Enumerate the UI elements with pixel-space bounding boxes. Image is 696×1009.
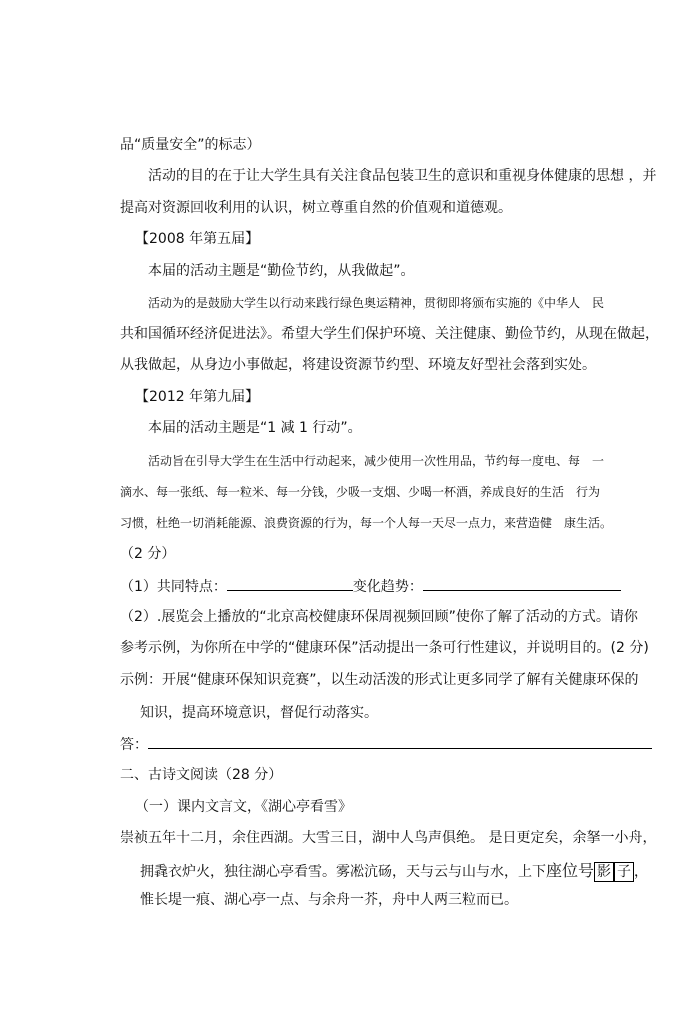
section-heading-2008: 【2008 年第五届】 (135, 231, 260, 247)
answer-row (120, 734, 652, 755)
text-line: 本届的活动主题是“勤俭节约，从我做起”。 (148, 263, 415, 279)
score-note: （2 分） (120, 546, 176, 562)
text-line: 从我做起，从身边小事做起，将建设资源节约型、环境友好型社会落到实处。 (120, 357, 596, 373)
answer-label: 答： (120, 737, 148, 753)
seat-number-label: 座位号 (546, 861, 595, 880)
text-line: 崇祯五年十二月，余住西湖。大雪三日，湖中人鸟声俱绝。 是日更定矣，余拏一小舟， (120, 830, 657, 846)
seat-box: 子 (614, 862, 634, 882)
seat-box: 影 (594, 862, 614, 882)
text-line: 提高对资源回收利用的认识，树立尊重自然的价值观和道德观。 (120, 200, 512, 216)
question-1-label: （1）共同特点： (120, 579, 227, 595)
text-line: 习惯，杜绝一切消耗能源、浪费资源的行为，每一个人每一天尽一点力，来营造健 康生活。 (120, 516, 613, 530)
text-line: 本届的活动主题是“1 减 1 行动”。 (148, 420, 362, 436)
text-line: 活动的目的在于让大学生具有关注食品包装卫生的意识和重视身体健康的思想 ，并 (148, 168, 657, 184)
question-1-trend-label: 变化趋势： (352, 579, 423, 595)
text-line: 共和国循环经济促进法》。希望大学生们保护环境、关注健康、勤俭节约，从现在做起， (120, 326, 659, 342)
text-line: （2）.展览会上播放的“北京高校健康环保周视频回顾”使你了解了活动的方式。请你 (120, 609, 638, 625)
text-line: 惟长堤一痕、湖心亭一点、与余舟一芥，舟中人两三粒而已。 (140, 892, 518, 908)
section-heading-2012: 【2012 年第九届】 (135, 389, 260, 405)
text-line: 活动为的是鼓励大学生以行动来践行绿色奥运精神，贯彻即将颁布实施的《中华人 民 (148, 296, 605, 310)
answer-blank-trend[interactable] (423, 576, 621, 591)
subsection-title: （一）课内文言文，《湖心亭看雪》 (135, 799, 352, 815)
text-line: 滴水、每一张纸、每一粒米、每一分钱，少吸一支烟、少喝一杯酒，养成良好的生活 行为 (120, 485, 601, 499)
question-1 (120, 576, 621, 597)
text-line: 参考示例，为你所在中学的“健康环保”活动提出一条可行性建议，并说明目的。(2 分) (120, 640, 649, 656)
text-line: 拥毳衣炉火，独往湖心亭看雪。雾凇沆砀，天与云与山与水，上下座位号 影 子 ， (140, 861, 649, 880)
text-line: 知识，提高环境意识，督促行动落实。 (140, 705, 378, 721)
text-line: 活动旨在引导大学生在生活中行动起来，减少使用一次性用品，节约每一度电、每 一 (148, 454, 605, 468)
answer-blank[interactable] (148, 734, 652, 749)
text-line: 示例：开展“健康环保知识竞赛”，以生动活泼的形式让更多同学了解有关健康环保的 (120, 672, 639, 688)
text-line: 品“质量安全”的标志） (120, 137, 261, 153)
section-title: 二、古诗文阅读（28 分） (120, 767, 283, 783)
answer-blank-common[interactable] (227, 576, 353, 591)
